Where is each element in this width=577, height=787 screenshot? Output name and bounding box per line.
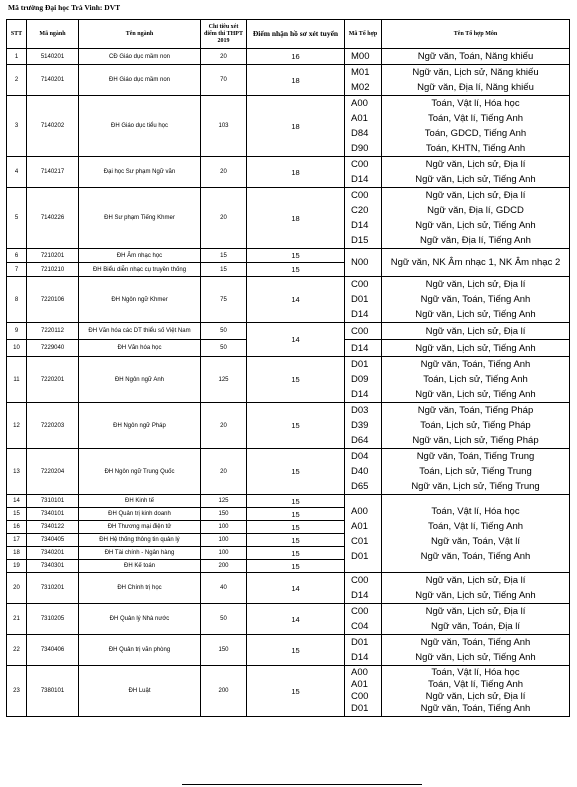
combo-subjects: Ngữ văn, Toán, Địa lí — [430, 621, 521, 632]
combo-code: C00 — [351, 325, 369, 337]
ma-nganh-cell: 7310101 — [27, 495, 79, 508]
combo-code: C00 — [351, 575, 369, 586]
chi-tieu-cell: 50 — [201, 604, 247, 635]
diem-nhan-cell: 15 — [247, 403, 345, 449]
combo-subjects: Ngữ văn, Lịch sử, Địa lí — [425, 606, 526, 617]
combo-code: A00 — [351, 667, 368, 678]
ten-nganh-cell: ĐH Ngôn ngữ Pháp — [79, 403, 201, 449]
ten-nganh-cell: ĐH Ngôn ngữ Anh — [79, 357, 201, 403]
stt-cell: 6 — [7, 249, 27, 263]
ten-to-hop-cell — [382, 573, 570, 604]
diem-nhan-cell: 18 — [247, 65, 345, 96]
ma-to-hop-cell — [345, 495, 382, 573]
combo-code: M01 — [351, 67, 370, 78]
ma-nganh-cell: 5140201 — [27, 49, 79, 65]
ten-nganh-cell: ĐH Kinh tế — [79, 495, 201, 508]
combo-code: N00 — [351, 257, 369, 268]
ten-to-hop-cell — [382, 249, 570, 277]
ma-nganh-cell: 7220112 — [27, 323, 79, 340]
combo-code: D14 — [351, 342, 369, 354]
combo-subjects: Ngữ văn, Lịch sử, Tiếng Anh — [415, 652, 536, 663]
combo-subjects: Ngữ văn, Toán, Tiếng Anh — [420, 637, 531, 648]
stt-cell: 23 — [7, 666, 27, 717]
ten-nganh-cell: ĐH Ngôn ngữ Khmer — [79, 277, 201, 323]
ten-nganh-cell: ĐH Biểu diễn nhạc cụ truyền thống — [79, 263, 201, 277]
ma-nganh-cell: 7210201 — [27, 249, 79, 263]
ten-to-hop-cell — [382, 357, 570, 403]
ma-to-hop-cell — [345, 357, 382, 403]
combo-code: D03 — [351, 405, 369, 416]
chi-tieu-cell: 20 — [201, 403, 247, 449]
chi-tieu-cell: 200 — [201, 560, 247, 573]
combo-subjects: Ngữ văn, Lịch sử, Địa lí — [425, 691, 526, 702]
table-row — [7, 188, 570, 249]
chi-tieu-cell: 40 — [201, 573, 247, 604]
combo-code: D40 — [351, 466, 369, 477]
combo-subjects: Ngữ văn, Lịch sử, Tiếng Trung — [411, 481, 540, 492]
ten-to-hop-cell — [382, 96, 570, 157]
chi-tieu-cell: 100 — [201, 547, 247, 560]
table-row — [7, 65, 570, 96]
stt-cell: 16 — [7, 521, 27, 534]
combo-subjects: Toán, Lịch sử, Tiếng Trung — [419, 466, 532, 477]
combo-subjects: Toán, Vật lí, Tiếng Anh — [427, 679, 524, 690]
diem-nhan-cell: 18 — [247, 157, 345, 188]
combo-code: A01 — [351, 113, 368, 124]
ma-to-hop-cell — [345, 604, 382, 635]
ten-to-hop-cell — [382, 65, 570, 96]
combo-code: C00 — [351, 279, 369, 290]
combo-subjects: Ngữ văn, Toán, Tiếng Pháp — [417, 405, 534, 416]
diem-nhan-cell: 15 — [247, 666, 345, 717]
ten-nganh-cell: ĐH Quản trị kinh doanh — [79, 508, 201, 521]
combo-subjects: Ngữ văn, Địa lí, Tiếng Anh — [420, 235, 531, 246]
diem-nhan-cell: 15 — [247, 521, 345, 534]
chi-tieu-cell: 125 — [201, 495, 247, 508]
chi-tieu-cell: 100 — [201, 521, 247, 534]
combo-code: D14 — [351, 174, 369, 185]
ma-nganh-cell: 7229040 — [27, 340, 79, 357]
ten-to-hop-cell — [382, 157, 570, 188]
combo-code: C01 — [351, 535, 369, 547]
ma-nganh-cell: 7340406 — [27, 635, 79, 666]
header-diem-nhan: Điểm nhận hồ sơ xét tuyển — [247, 20, 345, 49]
ten-to-hop-cell — [382, 449, 570, 495]
combo-subjects: Toán, GDCD, Tiếng Anh — [424, 128, 527, 139]
ma-to-hop-cell — [345, 49, 382, 65]
combo-code: C00 — [351, 190, 369, 201]
header-chi-tieu: Chỉ tiêu xét điểm thi THPT 2019 — [201, 20, 247, 49]
diem-nhan-cell: 15 — [247, 508, 345, 521]
ten-nganh-cell: ĐH Chính trị học — [79, 573, 201, 604]
combo-subjects: Ngữ văn, Lịch sử, Tiếng Anh — [415, 389, 536, 400]
combo-subjects: Ngữ văn, Lịch sử, Tiếng Anh — [415, 220, 536, 231]
diem-nhan-cell: 15 — [247, 249, 345, 263]
ma-nganh-cell: 7340301 — [27, 560, 79, 573]
ten-nganh-cell: Đại học Sư phạm Ngữ văn — [79, 157, 201, 188]
diem-nhan-cell: 15 — [247, 495, 345, 508]
ma-to-hop-cell — [345, 188, 382, 249]
ma-to-hop-cell — [345, 449, 382, 495]
combo-code: D14 — [351, 652, 369, 663]
combo-subjects: Toán, Lịch sử, Tiếng Anh — [423, 374, 528, 385]
combo-subjects: Ngữ văn, Lịch sử, Tiếng Anh — [415, 590, 536, 601]
combo-code: D65 — [351, 481, 369, 492]
combo-subjects: Toán, KHTN, Tiếng Anh — [425, 143, 526, 154]
stt-cell: 1 — [7, 49, 27, 65]
ma-nganh-cell: 7340201 — [27, 547, 79, 560]
ma-nganh-cell: 7220106 — [27, 277, 79, 323]
chi-tieu-cell: 200 — [201, 666, 247, 717]
diem-nhan-cell: 15 — [247, 357, 345, 403]
ten-nganh-cell: ĐH Kế toán — [79, 560, 201, 573]
chi-tieu-cell: 50 — [201, 323, 247, 340]
ten-nganh-cell: ĐH Quản trị văn phòng — [79, 635, 201, 666]
combo-subjects: Toán, Vật lí, Tiếng Anh — [427, 520, 524, 532]
ten-nganh-cell: ĐH Luật — [79, 666, 201, 717]
chi-tieu-cell: 125 — [201, 357, 247, 403]
ma-nganh-cell: 7310205 — [27, 604, 79, 635]
header-ma-nganh: Mã ngành — [27, 20, 79, 49]
stt-cell: 17 — [7, 534, 27, 547]
admissions-table — [6, 19, 570, 717]
diem-nhan-cell: 15 — [247, 560, 345, 573]
combo-subjects: Ngữ văn, Lịch sử, Địa lí — [425, 325, 526, 337]
table-row — [7, 49, 570, 65]
combo-code: D39 — [351, 420, 369, 431]
combo-code: A01 — [351, 679, 368, 690]
ten-nganh-cell: CĐ Giáo dục mầm non — [79, 49, 201, 65]
combo-code: C04 — [351, 621, 369, 632]
stt-cell: 20 — [7, 573, 27, 604]
combo-code: A00 — [351, 98, 368, 109]
combo-code: D01 — [351, 294, 369, 305]
combo-subjects: Ngữ văn, Lịch sử, Địa lí — [425, 279, 526, 290]
table-row — [7, 249, 570, 263]
chi-tieu-cell: 100 — [201, 534, 247, 547]
combo-code: C00 — [351, 159, 369, 170]
ma-to-hop-cell — [345, 249, 382, 277]
combo-code: D01 — [351, 550, 369, 562]
combo-subjects: Ngữ văn, Toán, Tiếng Trung — [416, 451, 535, 462]
diem-nhan-cell: 15 — [247, 534, 345, 547]
header-row — [7, 20, 570, 49]
combo-subjects: Toán, Vật lí, Hóa học — [431, 667, 520, 678]
table-row — [7, 635, 570, 666]
table-row — [7, 157, 570, 188]
combo-subjects: Ngữ văn, Toán, Vật lí — [430, 535, 521, 547]
stt-cell: 18 — [7, 547, 27, 560]
chi-tieu-cell: 20 — [201, 49, 247, 65]
combo-code: A00 — [351, 505, 368, 517]
ten-to-hop-cell — [382, 340, 570, 357]
ma-nganh-cell: 7220204 — [27, 449, 79, 495]
combo-code: D01 — [351, 359, 369, 370]
document-title: Mã trường Đại học Trà Vinh: DVT — [8, 3, 121, 12]
ten-nganh-cell: ĐH Ngôn ngữ Trung Quốc — [79, 449, 201, 495]
stt-cell: 19 — [7, 560, 27, 573]
ma-to-hop-cell — [345, 323, 382, 340]
diem-nhan-cell: 14 — [247, 277, 345, 323]
stt-cell: 12 — [7, 403, 27, 449]
ten-nganh-cell: ĐH Thương mại điện tử — [79, 521, 201, 534]
ma-to-hop-cell — [345, 96, 382, 157]
combo-code: D09 — [351, 374, 369, 385]
stt-cell: 4 — [7, 157, 27, 188]
chi-tieu-cell: 20 — [201, 188, 247, 249]
combo-code: D01 — [351, 637, 369, 648]
ten-to-hop-cell — [382, 403, 570, 449]
diem-nhan-cell: 14 — [247, 323, 345, 357]
ten-nganh-cell: ĐH Giáo dục mầm non — [79, 65, 201, 96]
combo-code: C00 — [351, 606, 369, 617]
ten-to-hop-cell — [382, 277, 570, 323]
table-row — [7, 96, 570, 157]
combo-code: C00 — [351, 691, 369, 702]
combo-code: D14 — [351, 389, 369, 400]
combo-subjects: Ngữ văn, Lịch sử, Địa lí — [425, 159, 526, 170]
chi-tieu-cell: 70 — [201, 65, 247, 96]
ten-to-hop-cell — [382, 323, 570, 340]
stt-cell: 21 — [7, 604, 27, 635]
chi-tieu-cell: 103 — [201, 96, 247, 157]
ma-to-hop-cell — [345, 65, 382, 96]
stt-cell: 3 — [7, 96, 27, 157]
diem-nhan-cell: 14 — [247, 604, 345, 635]
combo-subjects: Ngữ văn, Toán, Tiếng Anh — [420, 703, 531, 714]
table-row — [7, 449, 570, 495]
combo-subjects: Ngữ văn, Địa lí, Năng khiếu — [417, 82, 534, 93]
ten-nganh-cell: ĐH Âm nhạc học — [79, 249, 201, 263]
table-row — [7, 666, 570, 717]
stt-cell: 15 — [7, 508, 27, 521]
combo-code: A01 — [351, 520, 368, 532]
combo-subjects: Ngữ văn, Toán, Năng khiếu — [417, 51, 534, 62]
ma-nganh-cell: 7340101 — [27, 508, 79, 521]
combo-subjects: Ngữ văn, Lịch sử, Tiếng Pháp — [412, 435, 539, 446]
ma-nganh-cell: 7340405 — [27, 534, 79, 547]
stt-cell: 2 — [7, 65, 27, 96]
diem-nhan-cell: 15 — [247, 547, 345, 560]
stt-cell: 11 — [7, 357, 27, 403]
diem-nhan-cell: 16 — [247, 49, 345, 65]
ma-nganh-cell: 7340122 — [27, 521, 79, 534]
ten-to-hop-cell — [382, 666, 570, 717]
ma-to-hop-cell — [345, 666, 382, 717]
header-ten-to-hop: Tên Tổ hợp Môn — [382, 20, 570, 49]
combo-subjects: Ngữ văn, Toán, Tiếng Anh — [420, 550, 531, 562]
ten-nganh-cell: ĐH Quản lý Nhà nước — [79, 604, 201, 635]
combo-subjects: Toán, Vật lí, Hóa học — [431, 505, 520, 517]
stt-cell: 22 — [7, 635, 27, 666]
combo-code: C20 — [351, 205, 369, 216]
combo-code: D90 — [351, 143, 369, 154]
combo-code: D14 — [351, 220, 369, 231]
ma-nganh-cell: 7140226 — [27, 188, 79, 249]
diem-nhan-cell: 15 — [247, 635, 345, 666]
stt-cell: 5 — [7, 188, 27, 249]
stt-cell: 13 — [7, 449, 27, 495]
ma-to-hop-cell — [345, 340, 382, 357]
ten-nganh-cell: ĐH Sư phạm Tiếng Khmer — [79, 188, 201, 249]
ten-nganh-cell: ĐH Hệ thống thông tin quản lý — [79, 534, 201, 547]
ma-nganh-cell: 7210210 — [27, 263, 79, 277]
combo-subjects: Toán, Vật lí, Hóa học — [431, 98, 520, 109]
combo-code: M00 — [351, 51, 370, 62]
combo-code: D04 — [351, 451, 369, 462]
header-stt: STT — [7, 20, 27, 49]
diem-nhan-cell: 15 — [247, 263, 345, 277]
combo-code: D14 — [351, 590, 369, 601]
chi-tieu-cell: 150 — [201, 635, 247, 666]
combo-subjects: Toán, Lịch sử, Tiếng Pháp — [420, 420, 531, 431]
stt-cell: 8 — [7, 277, 27, 323]
combo-subjects: Ngữ văn, Lịch sử, Tiếng Anh — [415, 342, 536, 354]
table-row — [7, 573, 570, 604]
ma-nganh-cell: 7140202 — [27, 96, 79, 157]
chi-tieu-cell: 20 — [201, 157, 247, 188]
header-ten-nganh: Tên ngành — [79, 20, 201, 49]
ma-to-hop-cell — [345, 277, 382, 323]
combo-subjects: Ngữ văn, Lịch sử, Tiếng Anh — [415, 309, 536, 320]
combo-code: D01 — [351, 703, 369, 714]
combo-subjects: Ngữ văn, NK Âm nhạc 1, NK Âm nhạc 2 — [390, 256, 561, 268]
bottom-rule — [182, 784, 422, 785]
ma-to-hop-cell — [345, 157, 382, 188]
ten-to-hop-cell — [382, 495, 570, 573]
stt-cell: 7 — [7, 263, 27, 277]
ten-nganh-cell: ĐH Giáo dục tiểu học — [79, 96, 201, 157]
ma-to-hop-cell — [345, 403, 382, 449]
combo-subjects: Ngữ văn, Toán, Tiếng Anh — [420, 359, 531, 370]
ma-nganh-cell: 7220201 — [27, 357, 79, 403]
table-row — [7, 357, 570, 403]
chi-tieu-cell: 15 — [201, 263, 247, 277]
combo-code: D64 — [351, 435, 369, 446]
ten-to-hop-cell — [382, 49, 570, 65]
combo-code: M02 — [351, 82, 370, 93]
table-row — [7, 604, 570, 635]
combo-subjects: Toán, Vật lí, Tiếng Anh — [427, 113, 524, 124]
ma-nganh-cell: 7310201 — [27, 573, 79, 604]
chi-tieu-cell: 150 — [201, 508, 247, 521]
diem-nhan-cell: 18 — [247, 96, 345, 157]
stt-cell: 10 — [7, 340, 27, 357]
stt-cell: 9 — [7, 323, 27, 340]
header-ma-to-hop: Mã Tổ hợp — [345, 20, 382, 49]
ten-to-hop-cell — [382, 604, 570, 635]
ma-to-hop-cell — [345, 573, 382, 604]
table-row — [7, 495, 570, 508]
ten-nganh-cell: ĐH Tài chính - Ngân hàng — [79, 547, 201, 560]
ten-to-hop-cell — [382, 188, 570, 249]
chi-tieu-cell: 75 — [201, 277, 247, 323]
ten-nganh-cell: ĐH Văn hóa các DT thiểu số Việt Nam — [79, 323, 201, 340]
combo-code: D15 — [351, 235, 369, 246]
combo-code: D84 — [351, 128, 369, 139]
combo-subjects: Ngữ văn, Lịch sử, Tiếng Anh — [415, 174, 536, 185]
table-row — [7, 323, 570, 340]
chi-tieu-cell: 15 — [201, 249, 247, 263]
table-row — [7, 277, 570, 323]
combo-subjects: Ngữ văn, Toán, Tiếng Anh — [420, 294, 531, 305]
stt-cell: 14 — [7, 495, 27, 508]
combo-subjects: Ngữ văn, Lịch sử, Địa lí — [425, 575, 526, 586]
diem-nhan-cell: 15 — [247, 449, 345, 495]
ma-to-hop-cell — [345, 635, 382, 666]
ma-nganh-cell: 7140217 — [27, 157, 79, 188]
diem-nhan-cell: 14 — [247, 573, 345, 604]
ten-to-hop-cell — [382, 635, 570, 666]
ten-nganh-cell: ĐH Văn hóa học — [79, 340, 201, 357]
chi-tieu-cell: 50 — [201, 340, 247, 357]
combo-subjects: Ngữ văn, Địa lí, GDCD — [427, 205, 524, 216]
chi-tieu-cell: 20 — [201, 449, 247, 495]
ma-nganh-cell: 7380101 — [27, 666, 79, 717]
table-row — [7, 403, 570, 449]
combo-subjects: Ngữ văn, Lịch sử, Năng khiếu — [412, 67, 539, 78]
diem-nhan-cell: 18 — [247, 188, 345, 249]
combo-subjects: Ngữ văn, Lịch sử, Địa lí — [425, 190, 526, 201]
ma-nganh-cell: 7220203 — [27, 403, 79, 449]
combo-code: D14 — [351, 309, 369, 320]
ma-nganh-cell: 7140201 — [27, 65, 79, 96]
